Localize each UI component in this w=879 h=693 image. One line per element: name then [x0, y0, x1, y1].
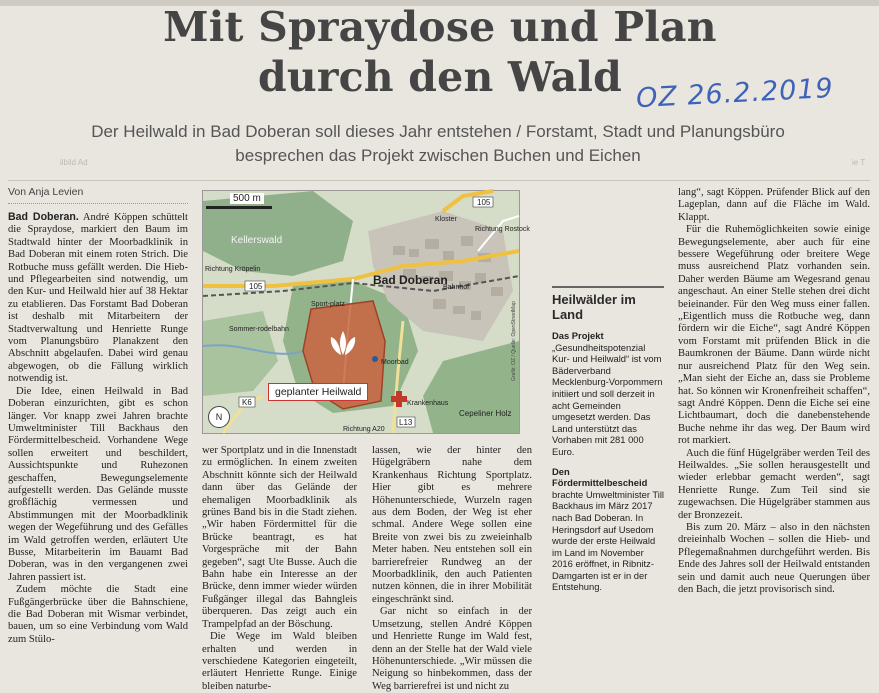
label-richtung-rostock: Richtung Rostock [475, 226, 530, 233]
label-bad-doberan: Bad Doberan [373, 273, 448, 287]
paragraph: Bis zum 20. März – also in den nächsten dreieinhalb Wochen – sollen die Hieb- und Pflegemaßnahmen durchgeführt werden. Bis Ende des Jahres soll der Heilwald entstanden sein und damit auch neue Querungen über den Bach, die jetzt provisorisch sind. [678, 521, 870, 595]
sidebox-rule [552, 286, 664, 288]
label-bahnhof: Bahnhof [443, 284, 470, 291]
paragraph [8, 211, 188, 386]
subhead-line-1: Der Heilwald in Bad Doberan soll dieses Jahr entstehen / Forstamt, Stadt und Planungsbüro [91, 122, 785, 141]
map-scale-label: 500 m [230, 193, 264, 204]
byline-divider [8, 203, 188, 205]
label-kloster: Kloster [435, 216, 457, 223]
info-text: „Gesundheitspotenzial Kur- und Heilwald“ ist vom Bäderverband Mecklenburg-Vorpommern initiiert und soll derzeit in acht Gemeinden umgesetzt werden. Das Land unterstützt das Vorhaben mit 281 000 Euro. [552, 341, 663, 457]
paragraph: wer Sportplatz und in die Innenstadt zu ermöglichen. In einem zweiten Abschnitt könnte sich der Heilwald dann über das Gelände der ehemaligen Moorbadklinik als grünes Band bis in die Stadt ziehen. „Wir haben Fördermittel für die Brücke beantragt, es hat Vorgespräche mit der Bahn gegeben“, sagt Ute Busse. Auch die Bahn habe ein Interesse an der Brücke, denn immer wieder würden Fußgänger illegal das Bahngleis überqueren. Das zeigt auch ein Trampelpfad an der Böschung. [202, 445, 357, 630]
map-copyright: Grafik: OZ / Quelle: OpenStreetMap [511, 301, 517, 381]
moorbad-marker-icon [372, 356, 378, 362]
road-badge-105-north: 105 [477, 198, 491, 207]
paragraph-text: André Köppen schüttelt die Spraydose, markiert den Baum im Stadtwald hinter der Moorbadklinik in Bad Doberan mit einem roten Strich. Die Rotbuche muss gefällt werden. Die Hieb- und Pflegearbeiten sind notwendig, um den Kur- und Heilwald hier auf 38 Hektar zu etablieren. Das Forstamt Bad Doberan ist deshalb mit Mitarbeitern der Stadtverwaltung und Henriette Runge vom Planungsbüro Planakzent den Abschnitt abgelaufen. Dabei wird genau abgewogen, ob die Fällung wirklich notwendig ist. [8, 212, 188, 385]
info-box-title: Heilwälder im Land [552, 292, 636, 322]
info-lead: Den Fördermittelbescheid [552, 465, 648, 489]
article-column-1 [8, 211, 188, 683]
paragraph: Für die Ruhemöglichkeiten sowie einige Bewegungselemente, aber auch für eine bessere Wegeführung oder breitere Wege muss ausreichend Platz vorhanden sein. Daher werden Bäume am Wegesrand genau angeschaut. An einer Stelle stehen drei dicht beieinander. Für den Weg muss einer fallen. „Eigentlich muss die Rotbuche weg, dann fördern wir die Eiche“, sagt André Köppen vom Forstamt mit prüfenden Blick in die Baumkronen der Bäume. Dann würde nicht nur ausreichend Platz für den Weg sein. „Man sieht der Eiche an, dass sie Probleme hat. So können wir Kronenfreiheit schaffen“, sagt André Köppen. Denn die Eiche sei eine Lichtbaumart, doch die danebenstehende Buche nehme ihr das weg. Der Baum wird rot markiert. [678, 224, 870, 447]
road-badge-l13: L13 [399, 418, 413, 427]
info-lead: Das Projekt [552, 330, 604, 341]
label-sommerrodelbahn: Sommer-rodelbahn [229, 326, 289, 333]
headline-line-1: Mit Spraydose und Plan [163, 3, 717, 51]
map-scale [206, 193, 276, 209]
subhead-line-2: besprechen das Projekt zwischen Buchen und Eichen [235, 146, 641, 165]
paragraph: Auch die fünf Hügelgräber werden Teil des Heilwaldes. „Sie sollen herausgestellt und wieder erlebbar gemacht werden“, sagt Henriette Runge. Zum Teil sind sie zugewachsen. Die Hügelgräber stammen aus der Bronzezeit. [678, 447, 870, 521]
headline-line-2: durch den Wald [257, 53, 623, 101]
map-scale-bar [206, 206, 272, 209]
paragraph: Die Wege im Wald bleiben erhalten und werden in verschiedene Kategorien eingeteilt, erläutert Henriette Runge. Einige bleiben naturbe- [202, 631, 357, 692]
paragraph: Die Idee, einen Heilwald in Bad Doberan einzurichten, gibt es schon länger. Vor knapp zwei Jahren brachte Umweltminister Till Backhaus den Fördermittelbescheid. Vorhandene Wege sollen erweitert und beschildert, Aussichtspunkte und Ruhezonen geschaffen, Bewegungselemente aufgestellt werden. Das Gelände musste großflächig vermessen und Abstimmungen mit der Moorbadklinik wegen der Wegeführung und des Gefälles im Wald getroffen werden, erläutert Ute Busse, Mitarbeiterin im Bauamt Bad Doberan, was in den vergangenen zwei Jahren passiert ist. [8, 385, 188, 583]
heilwald-callout: geplanter Heilwald [268, 383, 368, 401]
label-moorbad: Moorbad [381, 359, 409, 366]
info-box [552, 292, 664, 612]
info-paragraph [552, 466, 664, 594]
paragraph: Gar nicht so einfach in der Umsetzung, stellen André Köppen und Henriette Runge im Wald fest, denn an der Stelle hat der Wald viele Höhenunterschiede. „Wir müssen die Neigung so hinbekommen, dass der Weg barrierefrei ist und nicht zu [372, 606, 532, 692]
info-paragraph [552, 330, 664, 458]
label-kellerswald: Kellerswald [231, 235, 283, 246]
label-krankenhaus: Krankenhaus [407, 400, 449, 407]
info-text: brachte Umweltminister Till Backhaus im März 2017 nach Bad Doberan. In Heringsdorf auf Usedom wurde der erste Heilwald im Land im November 2016 eröffnet, in Ribnitz-Damgarten ist er in der Entstehung. [552, 488, 665, 593]
bleed-through-text-right: ie T [852, 158, 866, 167]
bleed-through-text-left: ilbild Ad [60, 158, 88, 167]
north-arrow-icon: N [208, 406, 230, 428]
article-column-5 [678, 187, 870, 683]
paragraph: lang“, sagt Köppen. Prüfender Blick auf den Lageplan, dann auf die Fläche im Wald. Klappt. [678, 187, 870, 223]
road-badge-105-west: 105 [249, 282, 263, 291]
label-sportplatz: Sport-platz [311, 301, 345, 308]
dateline: Bad Doberan. [8, 211, 79, 223]
handwritten-date: OZ 26.2.2019 [635, 72, 835, 115]
label-cepeliner-holz: Cepeliner Holz [459, 409, 512, 418]
byline: Von Anja Levien [8, 186, 84, 198]
road-badge-k6: K6 [242, 398, 252, 407]
subhead [18, 120, 858, 168]
paragraph: Zudem möchte die Stadt eine Fußgängerbrücke über die Bahnschiene, die Bad Doberan mit Wismar verbindet, bauen, um so eine Verbindung vom Wald zum Stülo- [8, 584, 188, 645]
article-column-3 [372, 445, 532, 692]
header-rule [8, 180, 870, 181]
label-richtung-a20: Richtung A20 [343, 426, 385, 433]
paragraph: lassen, wie der hinter den Hügelgräbern nahe dem Krankenhaus Richtung Sportplatz. Hier gibt es mehrere Höhenunterschiede, Wurzeln ragen aus dem Boden, der Weg ist eher schmal. Andere Wege sollen eine Breite von zwei bis zu zweieinhalb Meter haben. Neu entstehen soll ein barrierefreier Rundweg an der Moorbadklinik, den auch Patienten nutzen können, die in ihrer Mobilität eingeschränkt sind. [372, 445, 532, 605]
article-column-2 [202, 445, 357, 692]
label-richtung-kroepelin: Richtung Kröpelin [205, 266, 261, 273]
